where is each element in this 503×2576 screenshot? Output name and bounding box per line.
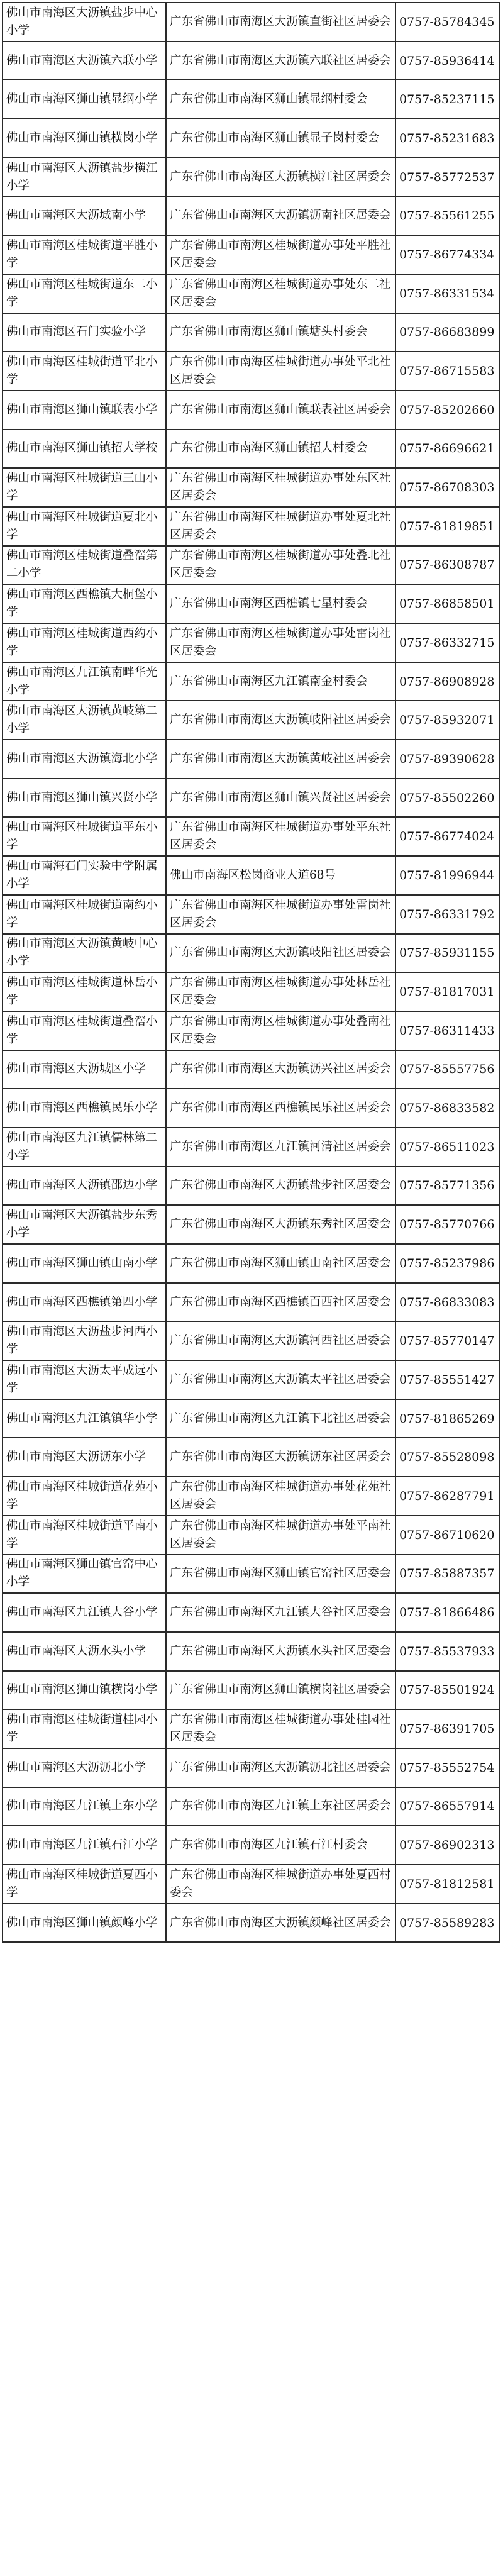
school-phone-cell: 0757-86391705 <box>395 1709 499 1748</box>
table-row <box>3 934 499 973</box>
school-phone-cell: 0757-85231683 <box>395 119 499 158</box>
school-address-cell: 广东省佛山市南海区西樵镇民乐社区居委会 <box>166 1089 395 1128</box>
school-name-cell: 佛山市南海区大沥镇海北小学 <box>3 740 166 779</box>
school-phone-cell: 0757-85887357 <box>395 1555 499 1594</box>
school-name-cell: 佛山市南海区大沥镇邵边小学 <box>3 1167 166 1206</box>
school-name-cell: 佛山市南海区狮山镇横岗小学 <box>3 1671 166 1710</box>
table-row <box>3 158 499 197</box>
school-name-cell: 佛山市南海区大沥盐步河西小学 <box>3 1321 166 1360</box>
school-phone-cell: 0757-85551427 <box>395 1360 499 1399</box>
table-row <box>3 1593 499 1632</box>
table-row <box>3 352 499 391</box>
table-row <box>3 1826 499 1865</box>
school-address-cell: 广东省佛山市南海区桂城街道办事处东区社区居委会 <box>166 468 395 507</box>
school-phone-cell: 0757-85528098 <box>395 1438 499 1477</box>
school-phone-cell: 0757-86331534 <box>395 274 499 313</box>
school-phone-cell: 0757-85770766 <box>395 1205 499 1244</box>
school-name-cell: 佛山市南海区九江镇石江小学 <box>3 1826 166 1865</box>
school-phone-cell: 0757-81866486 <box>395 1593 499 1632</box>
school-address-cell: 广东省佛山市南海区桂城街道办事处雷岗社区居委会 <box>166 623 395 662</box>
school-name-cell: 佛山市南海区桂城街道平东小学 <box>3 817 166 856</box>
school-phone-cell: 0757-86683899 <box>395 313 499 352</box>
school-address-cell: 广东省佛山市南海区大沥镇岐阳社区居委会 <box>166 934 395 973</box>
table-row <box>3 3 499 42</box>
school-phone-cell: 0757-85501924 <box>395 1671 499 1710</box>
table-row <box>3 1167 499 1206</box>
table-row <box>3 196 499 235</box>
school-name-cell: 佛山市南海区桂城街道夏北小学 <box>3 507 166 546</box>
school-address-cell: 广东省佛山市南海区西樵镇百西社区居委会 <box>166 1283 395 1322</box>
school-name-cell: 佛山市南海区大沥太平成远小学 <box>3 1360 166 1399</box>
school-phone-cell: 0757-85537933 <box>395 1632 499 1671</box>
school-address-cell: 广东省佛山市南海区大沥镇沥南社区居委会 <box>166 196 395 235</box>
school-name-cell: 佛山市南海区大沥水头小学 <box>3 1632 166 1671</box>
school-address-cell: 广东省佛山市南海区大沥镇沥东社区居委会 <box>166 1438 395 1477</box>
school-phone-cell: 0757-85932071 <box>395 701 499 740</box>
school-name-cell: 佛山市南海区西樵镇大桐堡小学 <box>3 584 166 623</box>
school-address-cell: 广东省佛山市南海区大沥镇直街社区居委会 <box>166 3 395 42</box>
school-name-cell: 佛山市南海区大沥镇黄岐第二小学 <box>3 701 166 740</box>
table-row <box>3 662 499 701</box>
school-name-cell: 佛山市南海区桂城街道叠滘第二小学 <box>3 546 166 585</box>
table-row <box>3 391 499 430</box>
school-name-cell: 佛山市南海区桂城街道林岳小学 <box>3 972 166 1011</box>
school-name-cell: 佛山市南海区桂城街道平北小学 <box>3 352 166 391</box>
table-row <box>3 972 499 1011</box>
school-table-body <box>3 3 499 1942</box>
table-row <box>3 1089 499 1128</box>
school-address-cell: 广东省佛山市南海区桂城街道办事处林岳社区居委会 <box>166 972 395 1011</box>
table-row <box>3 1632 499 1671</box>
school-address-cell: 广东省佛山市南海区九江镇石江村委会 <box>166 1826 395 1865</box>
school-address-cell: 广东省佛山市南海区大沥镇横江社区居委会 <box>166 158 395 197</box>
school-address-cell: 广东省佛山市南海区大沥镇河西社区居委会 <box>166 1321 395 1360</box>
table-row <box>3 895 499 934</box>
school-name-cell: 佛山市南海区大沥镇盐步东秀小学 <box>3 1205 166 1244</box>
school-phone-cell: 0757-86708303 <box>395 468 499 507</box>
school-address-cell: 广东省佛山市南海区狮山镇塘头村委会 <box>166 313 395 352</box>
table-row <box>3 546 499 585</box>
table-row <box>3 584 499 623</box>
school-name-cell: 佛山市南海区桂城街道东二小学 <box>3 274 166 313</box>
table-row <box>3 468 499 507</box>
school-phone-cell: 0757-86833582 <box>395 1089 499 1128</box>
school-name-cell: 佛山市南海区桂城街道三山小学 <box>3 468 166 507</box>
school-name-cell: 佛山市南海区狮山镇山南小学 <box>3 1244 166 1283</box>
table-row <box>3 1787 499 1826</box>
table-row <box>3 1128 499 1167</box>
school-address-cell: 广东省佛山市南海区桂城街道办事处平南社区居委会 <box>166 1516 395 1555</box>
table-row <box>3 1205 499 1244</box>
school-address-cell: 广东省佛山市南海区大沥镇颜峰社区居委会 <box>166 1904 395 1943</box>
school-phone-cell: 0757-86557914 <box>395 1787 499 1826</box>
school-address-cell: 广东省佛山市南海区狮山镇兴贤社区居委会 <box>166 779 395 818</box>
school-phone-cell: 0757-85237986 <box>395 1244 499 1283</box>
school-name-cell: 佛山市南海区狮山镇显纲小学 <box>3 80 166 119</box>
school-name-cell: 佛山市南海区桂城街道花苑小学 <box>3 1477 166 1516</box>
table-row <box>3 1244 499 1283</box>
table-row <box>3 1283 499 1322</box>
school-name-cell: 佛山市南海区桂城街道桂园小学 <box>3 1709 166 1748</box>
table-row <box>3 779 499 818</box>
school-address-cell: 广东省佛山市南海区狮山镇联表社区居委会 <box>166 391 395 430</box>
school-name-cell: 佛山市南海区狮山镇联表小学 <box>3 391 166 430</box>
table-row <box>3 817 499 856</box>
table-row <box>3 1477 499 1516</box>
table-row <box>3 1011 499 1050</box>
school-address-cell: 广东省佛山市南海区大沥镇水头社区居委会 <box>166 1632 395 1671</box>
school-phone-cell: 0757-85202660 <box>395 391 499 430</box>
school-address-cell: 广东省佛山市南海区桂城街道办事处东二社区居委会 <box>166 274 395 313</box>
table-row <box>3 507 499 546</box>
table-row <box>3 623 499 662</box>
table-row <box>3 1865 499 1904</box>
school-name-cell: 佛山市南海区九江镇儒林第二小学 <box>3 1128 166 1167</box>
school-address-cell: 广东省佛山市南海区狮山镇横岗社区居委会 <box>166 1671 395 1710</box>
school-phone-cell: 0757-86715583 <box>395 352 499 391</box>
school-name-cell: 佛山市南海区狮山镇横岗小学 <box>3 119 166 158</box>
table-row <box>3 42 499 80</box>
school-phone-cell: 0757-85589283 <box>395 1904 499 1943</box>
school-address-cell: 广东省佛山市南海区大沥镇黄岐社区居委会 <box>166 740 395 779</box>
school-address-cell: 广东省佛山市南海区狮山镇山南社区居委会 <box>166 1244 395 1283</box>
school-address-cell: 广东省佛山市南海区桂城街道办事处花苑社区居委会 <box>166 1477 395 1516</box>
school-phone-cell: 0757-86287791 <box>395 1477 499 1516</box>
school-phone-cell: 0757-86858501 <box>395 584 499 623</box>
school-address-cell: 广东省佛山市南海区桂城街道办事处叠南社区居委会 <box>166 1011 395 1050</box>
school-phone-cell: 0757-86311433 <box>395 1011 499 1050</box>
school-name-cell: 佛山市南海区桂城街道叠滘小学 <box>3 1011 166 1050</box>
school-address-cell: 广东省佛山市南海区桂城街道办事处桂园社区居委会 <box>166 1709 395 1748</box>
school-address-cell: 广东省佛山市南海区西樵镇七星村委会 <box>166 584 395 623</box>
school-name-cell: 佛山市南海区大沥沥北小学 <box>3 1748 166 1787</box>
school-phone-cell: 0757-86332715 <box>395 623 499 662</box>
school-phone-cell: 0757-85931155 <box>395 934 499 973</box>
school-name-cell: 佛山市南海区石门实验小学 <box>3 313 166 352</box>
school-address-cell: 广东省佛山市南海区桂城街道办事处雷岗社区居委会 <box>166 895 395 934</box>
school-address-cell: 广东省佛山市南海区桂城街道办事处平东社区居委会 <box>166 817 395 856</box>
school-phone-cell: 0757-85772537 <box>395 158 499 197</box>
school-phone-cell: 0757-85770147 <box>395 1321 499 1360</box>
school-phone-cell: 0757-86511023 <box>395 1128 499 1167</box>
table-row <box>3 235 499 274</box>
table-row <box>3 1360 499 1399</box>
school-phone-cell: 0757-85237115 <box>395 80 499 119</box>
table-row <box>3 430 499 469</box>
school-name-cell: 佛山市南海区九江镇大谷小学 <box>3 1593 166 1632</box>
school-address-cell: 广东省佛山市南海区大沥镇东秀社区居委会 <box>166 1205 395 1244</box>
school-name-cell: 佛山市南海区桂城街道南约小学 <box>3 895 166 934</box>
table-row <box>3 1438 499 1477</box>
table-row <box>3 740 499 779</box>
table-row <box>3 1399 499 1438</box>
table-row <box>3 274 499 313</box>
table-row <box>3 1671 499 1710</box>
school-phone-cell: 0757-86710620 <box>395 1516 499 1555</box>
school-name-cell: 佛山市南海区大沥沥东小学 <box>3 1438 166 1477</box>
school-name-cell: 佛山市南海区桂城街道夏西小学 <box>3 1865 166 1904</box>
school-address-cell: 广东省佛山市南海区九江镇河清社区居委会 <box>166 1128 395 1167</box>
school-name-cell: 佛山市南海区狮山镇招大学校 <box>3 430 166 469</box>
school-address-cell: 广东省佛山市南海区大沥镇沥北社区居委会 <box>166 1748 395 1787</box>
school-address-cell: 广东省佛山市南海区大沥镇六联社区居委会 <box>166 42 395 80</box>
school-name-cell: 佛山市南海区狮山镇颜峰小学 <box>3 1904 166 1943</box>
school-phone-cell: 0757-86902313 <box>395 1826 499 1865</box>
school-name-cell: 佛山市南海区九江镇上东小学 <box>3 1787 166 1826</box>
school-name-cell: 佛山市南海区西樵镇民乐小学 <box>3 1089 166 1128</box>
school-address-cell: 广东省佛山市南海区狮山镇显子岗村委会 <box>166 119 395 158</box>
school-phone-cell: 0757-85784345 <box>395 3 499 42</box>
school-name-cell: 佛山市南海区西樵镇第四小学 <box>3 1283 166 1322</box>
school-address-cell: 广东省佛山市南海区桂城街道办事处夏北社区居委会 <box>166 507 395 546</box>
school-address-cell: 广东省佛山市南海区九江镇下北社区居委会 <box>166 1399 395 1438</box>
school-name-cell: 佛山市南海区大沥镇六联小学 <box>3 42 166 80</box>
school-name-cell: 佛山市南海区大沥镇盐步中心小学 <box>3 3 166 42</box>
school-name-cell: 佛山市南海区桂城街道西约小学 <box>3 623 166 662</box>
school-phone-cell: 0757-85561255 <box>395 196 499 235</box>
school-address-cell: 广东省佛山市南海区九江镇上东社区居委会 <box>166 1787 395 1826</box>
school-phone-cell: 0757-85771356 <box>395 1167 499 1206</box>
school-name-cell: 佛山市南海区桂城街道平胜小学 <box>3 235 166 274</box>
school-phone-cell: 0757-81865269 <box>395 1399 499 1438</box>
school-phone-cell: 0757-86774024 <box>395 817 499 856</box>
school-address-cell: 广东省佛山市南海区狮山镇官窑社区居委会 <box>166 1555 395 1594</box>
table-row <box>3 1516 499 1555</box>
table-row <box>3 1904 499 1943</box>
school-directory <box>2 2 499 1943</box>
school-name-cell: 佛山市南海区大沥城区小学 <box>3 1050 166 1089</box>
school-phone-cell: 0757-86908928 <box>395 662 499 701</box>
school-table <box>2 2 500 1943</box>
school-phone-cell: 0757-85936414 <box>395 42 499 80</box>
table-row <box>3 1555 499 1594</box>
school-address-cell: 广东省佛山市南海区狮山镇招大村委会 <box>166 430 395 469</box>
school-phone-cell: 0757-85557756 <box>395 1050 499 1089</box>
school-address-cell: 广东省佛山市南海区桂城街道办事处平胜社区居委会 <box>166 235 395 274</box>
school-name-cell: 佛山市南海区九江镇镇华小学 <box>3 1399 166 1438</box>
school-address-cell: 广东省佛山市南海区狮山镇显纲村委会 <box>166 80 395 119</box>
school-phone-cell: 0757-86696621 <box>395 430 499 469</box>
school-address-cell: 广东省佛山市南海区桂城街道办事处夏西村委会 <box>166 1865 395 1904</box>
school-name-cell: 佛山市南海区狮山镇官窑中心小学 <box>3 1555 166 1594</box>
school-phone-cell: 0757-86833083 <box>395 1283 499 1322</box>
school-address-cell: 广东省佛山市南海区大沥镇岐阳社区居委会 <box>166 701 395 740</box>
school-phone-cell: 0757-81817031 <box>395 972 499 1011</box>
school-name-cell: 佛山市南海区狮山镇兴贤小学 <box>3 779 166 818</box>
school-phone-cell: 0757-86774334 <box>395 235 499 274</box>
table-row <box>3 1748 499 1787</box>
school-address-cell: 广东省佛山市南海区大沥镇沥兴社区居委会 <box>166 1050 395 1089</box>
school-address-cell: 广东省佛山市南海区大沥镇太平社区居委会 <box>166 1360 395 1399</box>
table-row <box>3 119 499 158</box>
school-phone-cell: 0757-85552754 <box>395 1748 499 1787</box>
school-address-cell: 广东省佛山市南海区桂城街道办事处叠北社区居委会 <box>166 546 395 585</box>
school-name-cell: 佛山市南海区大沥镇盐步横江小学 <box>3 158 166 197</box>
school-phone-cell: 0757-81819851 <box>395 507 499 546</box>
school-phone-cell: 0757-86308787 <box>395 546 499 585</box>
school-address-cell: 广东省佛山市南海区桂城街道办事处平北社区居委会 <box>166 352 395 391</box>
school-name-cell: 佛山市南海区大沥城南小学 <box>3 196 166 235</box>
table-row <box>3 701 499 740</box>
school-name-cell: 佛山市南海区桂城街道平南小学 <box>3 1516 166 1555</box>
school-address-cell: 广东省佛山市南海区大沥镇盐步社区居委会 <box>166 1167 395 1206</box>
school-phone-cell: 0757-81996944 <box>395 856 499 895</box>
school-phone-cell: 0757-89390628 <box>395 740 499 779</box>
school-address-cell: 广东省佛山市南海区九江镇南金村委会 <box>166 662 395 701</box>
table-row <box>3 313 499 352</box>
school-phone-cell: 0757-85502260 <box>395 779 499 818</box>
table-row <box>3 856 499 895</box>
table-row <box>3 1709 499 1748</box>
school-name-cell: 佛山市南海石门实验中学附属小学 <box>3 856 166 895</box>
table-row <box>3 80 499 119</box>
table-row <box>3 1321 499 1360</box>
school-phone-cell: 0757-86331792 <box>395 895 499 934</box>
school-address-cell: 佛山市南海区松岗商业大道68号 <box>166 856 395 895</box>
school-name-cell: 佛山市南海区九江镇南畔华光小学 <box>3 662 166 701</box>
school-address-cell: 广东省佛山市南海区九江镇大谷社区居委会 <box>166 1593 395 1632</box>
school-phone-cell: 0757-81812581 <box>395 1865 499 1904</box>
school-name-cell: 佛山市南海区大沥镇黄岐中心小学 <box>3 934 166 973</box>
table-row <box>3 1050 499 1089</box>
